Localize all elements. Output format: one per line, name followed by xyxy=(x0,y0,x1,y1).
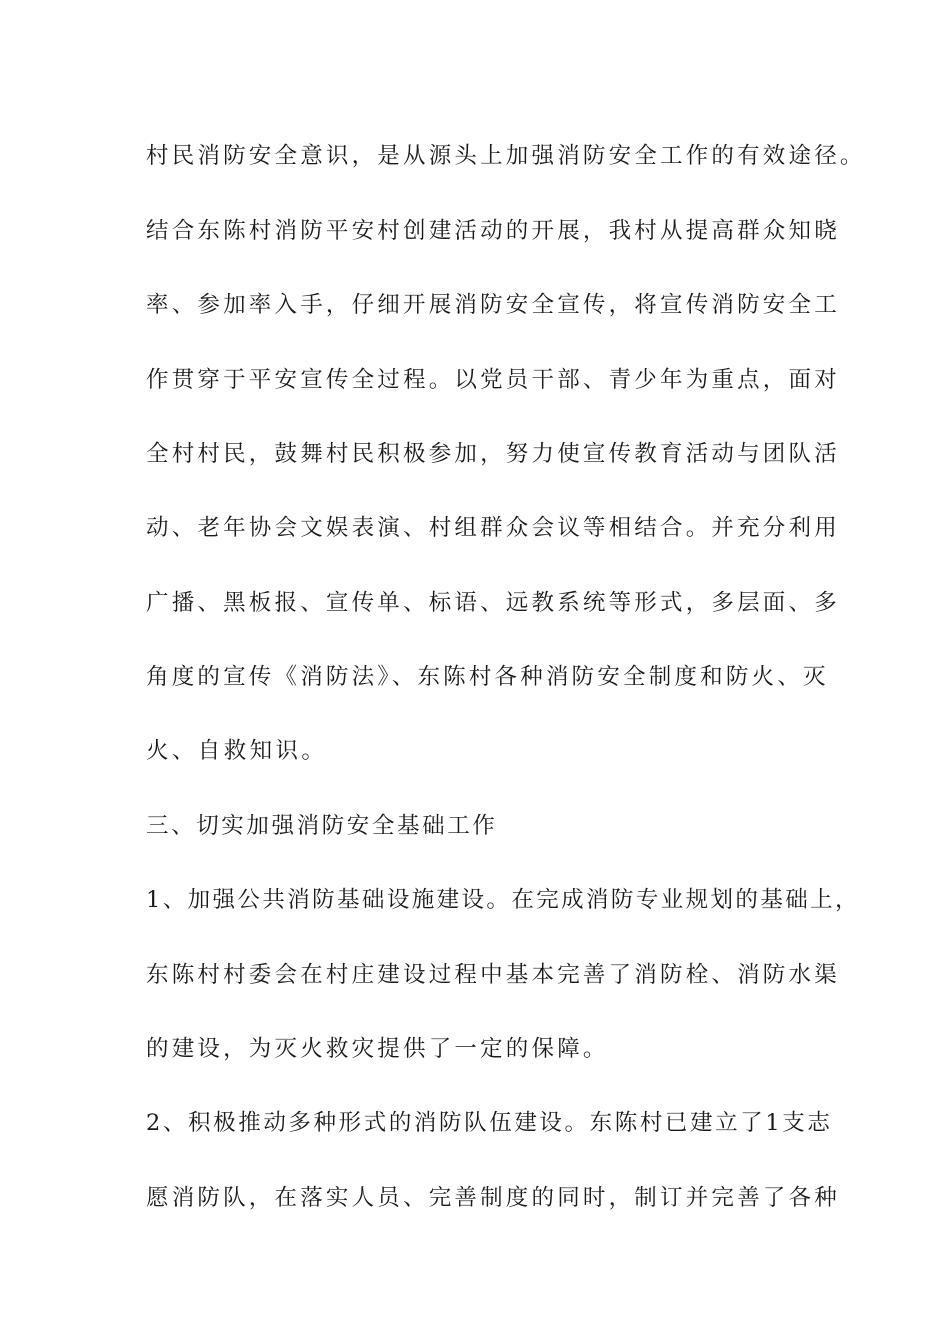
body-text-line: 东陈村村委会在村庄建设过程中基本完善了消防栓、消防水渠 xyxy=(146,962,840,988)
body-text-line: 全村村民，鼓舞村民积极参加，努力使宣传教育活动与团队活 xyxy=(146,441,840,467)
body-text-line: 火、自救知识。 xyxy=(146,738,328,764)
body-text-line: 愿消防队，在落实人员、完善制度的同时，制订并完善了各种 xyxy=(146,1185,840,1211)
numbered-item-1: 1、加强公共消防基础设施建设。在完成消防专业规划的基础上， xyxy=(146,887,860,913)
body-text-line: 结合东陈村消防平安村创建活动的开展，我村从提高群众知晓 xyxy=(146,218,840,244)
body-text-line: 的建设，为灭火救灾提供了一定的保障。 xyxy=(146,1036,609,1062)
body-text-line: 率、参加率入手，仔细开展消防安全宣传，将宣传消防安全工 xyxy=(146,292,840,318)
body-text-line: 作贯穿于平安宣传全过程。以党员干部、青少年为重点，面对 xyxy=(146,367,840,393)
body-text-line: 村民消防安全意识，是从源头上加强消防安全工作的有效途径。 xyxy=(146,143,866,169)
numbered-item-2: 2、积极推动多种形式的消防队伍建设。东陈村已建立了1支志 xyxy=(146,1110,833,1136)
section-heading: 三、切实加强消防安全基础工作 xyxy=(146,813,498,839)
body-text-line: 广播、黑板报、宣传单、标语、远教系统等形式，多层面、多 xyxy=(146,590,840,616)
body-text-line: 角度的宣传《消防法》、东陈村各种消防安全制度和防火、灭 xyxy=(146,664,829,690)
body-text-line: 动、老年协会文娱表演、村组群众会议等相结合。并充分利用 xyxy=(146,515,840,541)
